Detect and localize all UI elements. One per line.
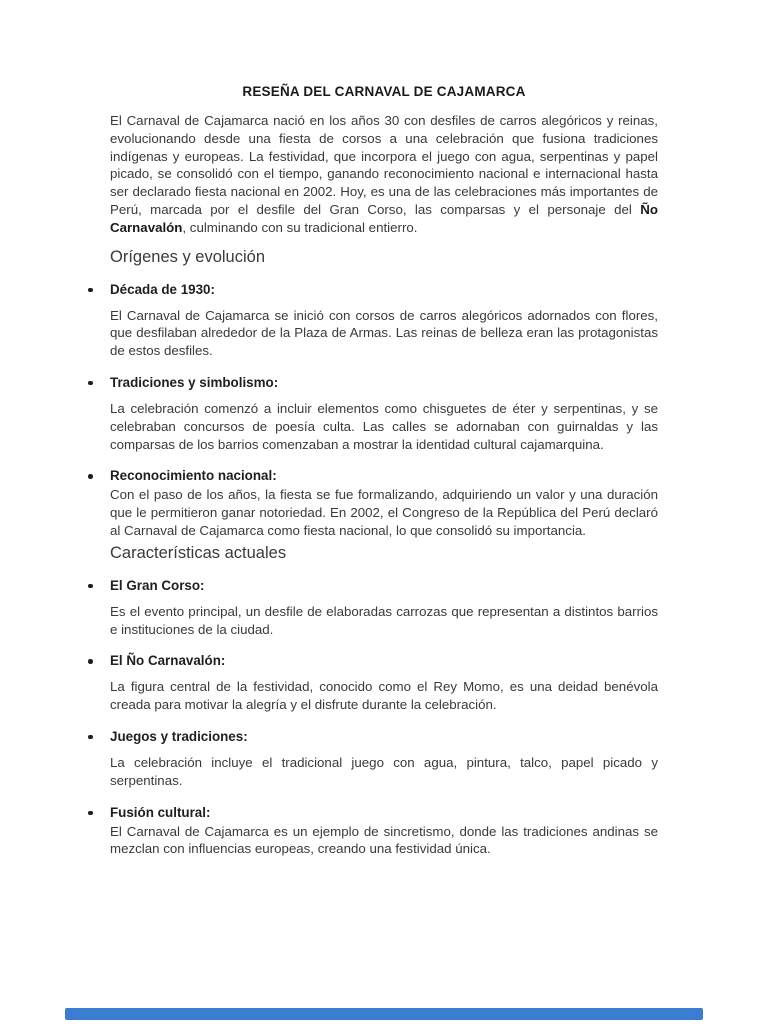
bullet-item-label: Década de 1930: — [110, 281, 215, 297]
bullet-dot-icon — [88, 474, 93, 479]
horizontal-scrollbar-thumb[interactable] — [65, 1008, 703, 1020]
bullet-item-label: Reconocimiento nacional: — [110, 468, 277, 484]
bullet-item-text: Con el paso de los años, la fiesta se fue formalizando, adquiriendo un valor y una duración que le permitieron ganar notoriedad. En 2002, el Congreso de la República del Perú declaró al Carnaval de Cajamarca como fiesta nacional, lo que consolidó su importancia. — [110, 487, 658, 538]
no-carnavalon-bold-text: Ño Carnavalón — [110, 201, 658, 235]
bullet-dot-icon — [88, 381, 93, 386]
bullet-item — [110, 281, 658, 360]
intro-text-lead: El Carnaval de Cajamarca nació en los años 30 con desfiles de carros alegóricos y reinas, evolucionando desde una fiesta de corsos a una celebración que fusiona tradiciones indígenas y europeas. La festividad, que incorpora el juego con agua, serpentinas y papel picado, se consolidó con el tiempo, ganando reconocimiento nacional e internacional hasta ser declarado fiesta nacional en 2002. Hoy, es una de las celebraciones más importantes de Perú, marcada por el desfile del Gran Corso, las comparsas y el personaje del — [110, 113, 658, 217]
intro-paragraph — [110, 112, 658, 237]
bullet-item-text: La celebración incluye el tradicional juego con agua, pintura, talco, papel picado y serpentinas. — [110, 754, 658, 788]
bullet-dot-icon — [88, 735, 93, 740]
bullet-item — [110, 804, 658, 859]
bullet-item-label: El Gran Corso: — [110, 577, 205, 593]
intro-text-tail: , culminando con su tradicional entierro. — [182, 219, 418, 235]
page-title: RESEÑA DEL CARNAVAL DE CAJAMARCA — [242, 84, 526, 99]
bullet-item-label: Fusión cultural: — [110, 804, 211, 820]
bullet-item — [110, 577, 658, 639]
section-heading: Orígenes y evolución — [110, 247, 266, 266]
bullet-item-label: El Ño Carnavalón: — [110, 653, 226, 669]
bullet-item-text: La celebración comenzó a incluir elementos como chisguetes de éter y serpentinas, y se celebraban concursos de poesía culta. Las calles se adornaban con guirnaldas y las comparsas de los barrios comenzaban a mostrar la identidad cultural cajamarquina. — [110, 400, 658, 452]
bullet-item — [110, 467, 658, 539]
bullet-dot-icon — [88, 584, 93, 589]
bullet-item — [110, 374, 658, 453]
bullet-item-text: Es el evento principal, un desfile de elaboradas carrozas que representan a distintos barrios e instituciones de la ciudad. — [110, 603, 658, 637]
bullet-item — [110, 652, 658, 714]
bullet-dot-icon — [88, 811, 93, 816]
bullet-item — [110, 728, 658, 790]
bullet-item-text: La figura central de la festividad, conocido como el Rey Momo, es una deidad benévola creada para motivar la alegría y el disfrute durante la celebración. — [110, 679, 658, 713]
bullet-item-label: Juegos y tradiciones: — [110, 728, 248, 744]
bullet-dot-icon — [88, 288, 93, 293]
bullet-item-text: El Carnaval de Cajamarca se inició con corsos de carros alegóricos adornados con flores, que desfilaban alrededor de la Plaza de Armas. Las reinas de belleza eran las protagonistas de estos desfiles. — [110, 307, 658, 359]
bullet-dot-icon — [88, 659, 93, 664]
document-body — [110, 247, 658, 859]
section-heading: Características actuales — [110, 543, 287, 562]
bullet-item-label: Tradiciones y simbolismo: — [110, 374, 279, 390]
bullet-item-text: El Carnaval de Cajamarca es un ejemplo de sincretismo, donde las tradiciones andinas se mezclan con influencias europeas, creando una festividad única. — [110, 823, 658, 857]
